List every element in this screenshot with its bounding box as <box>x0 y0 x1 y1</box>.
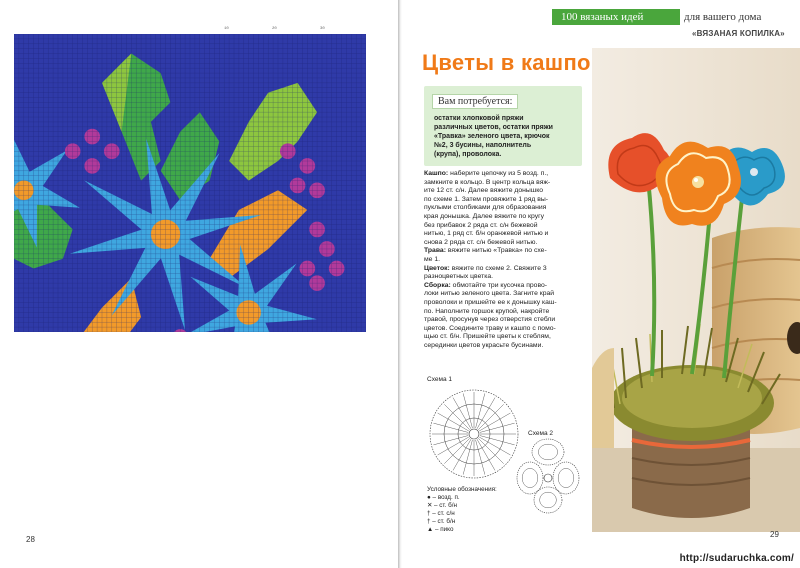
scheme-center-ring <box>469 429 479 439</box>
symbol-legend <box>427 486 497 534</box>
legend-item <box>427 526 497 534</box>
legend-title: Условные обозначения: <box>427 486 497 493</box>
legend-symbol: ✕ <box>427 502 433 509</box>
scheme-petal-inner <box>538 444 557 460</box>
legend-text: – возд. п. <box>430 494 460 501</box>
scheme-stitch <box>444 404 469 429</box>
instruction-line: края донышка. Далее вяжите по кругу <box>424 212 544 220</box>
materials-line: №2, 3 бусины, наполнитель <box>434 142 532 149</box>
ruler-mark: 20 <box>272 27 277 31</box>
scheme-petal-inner <box>522 468 538 487</box>
instruction-line: нитью, 1 ряд ст. б/н оранжевой нитью и <box>424 230 549 238</box>
instruction-line: ме 1. <box>424 255 441 263</box>
scheme-1-diagram <box>424 384 524 484</box>
scheme-1-label: Схема 1 <box>427 376 452 383</box>
instruction-line: цветов. Соедините траву и кашпо с помо- <box>424 324 556 332</box>
series-title-rest: для вашего дома <box>684 11 762 23</box>
legend-text: – ст. б/н <box>432 502 457 509</box>
legend-symbol: † <box>427 510 431 517</box>
page-number-left: 28 <box>26 535 35 544</box>
instruction-line: ите 12 ст. с/н. Далее вяжите донышко <box>424 187 544 195</box>
scheme-petal <box>517 462 543 494</box>
materials-box <box>424 86 582 166</box>
materials-line: различных цветов, остатки пряжи <box>434 124 553 131</box>
instruction-line: наберите цепочку из 5 возд. п., <box>448 170 549 177</box>
legend-symbol: † <box>427 518 431 525</box>
instruction-line: обмотайте три кусочка прово- <box>450 281 548 289</box>
instruction-term: Кашпо: <box>424 170 449 177</box>
scheme-petal-inner <box>558 468 574 487</box>
crochet-pot <box>632 428 750 518</box>
page-number-right: 29 <box>770 530 779 539</box>
scheme-2-diagram <box>516 438 580 516</box>
ruler-mark: 30 <box>320 27 325 31</box>
scheme-petal <box>532 439 564 465</box>
instruction-line: пуклыми столбиками для образования <box>424 204 547 212</box>
page-title: Цветы в кашпо <box>422 50 591 75</box>
legend-text: – ст. б/н <box>430 518 456 525</box>
watermark-url: http://sudaruchka.com/ <box>679 553 794 564</box>
instruction-line: по схеме 1. Затем провяжите 1 ряд вы- <box>424 195 549 203</box>
instruction-line: серединки цветов украсьте бусинами. <box>424 341 544 349</box>
series-header <box>552 9 792 25</box>
instruction-term: Трава: <box>424 247 446 255</box>
instruction-paragraph <box>424 247 586 264</box>
scheme-2-label: Схема 2 <box>528 430 553 437</box>
instruction-line: разноцветных цветка. <box>424 273 494 281</box>
product-photo <box>592 48 800 532</box>
legend-symbol: ▲ <box>427 526 434 533</box>
instruction-line: вяжите нитью «Травка» по схе- <box>445 247 547 255</box>
cross-stitch-chart <box>14 34 366 332</box>
materials-heading: Вам потребуется: <box>432 94 518 109</box>
left-page <box>0 0 398 568</box>
scheme-stitch <box>478 438 503 463</box>
legend-item <box>427 494 497 502</box>
series-title: 100 вязаных идей <box>552 9 680 25</box>
legend-item <box>427 502 497 510</box>
legend-symbol: ● <box>427 494 431 501</box>
legend-item <box>427 510 497 518</box>
instruction-line: локи нитью зеленого цвета. Загните край <box>424 290 555 298</box>
scheme-petal <box>553 462 579 494</box>
ruler-mark: 10 <box>224 27 229 31</box>
scheme-stitch <box>478 404 503 429</box>
instruction-paragraph <box>424 265 586 282</box>
legend-item <box>427 518 497 526</box>
instruction-line: вяжите по схеме 2. Свяжите 3 <box>449 264 547 272</box>
instructions-text <box>424 170 586 350</box>
instruction-line: травой, просунув через отверстия стебли <box>424 316 556 324</box>
instruction-paragraph <box>424 170 586 247</box>
instruction-term: Сборка: <box>424 281 451 289</box>
instruction-line: замкните в кольцо. В центр кольца вяж- <box>424 178 551 186</box>
materials-line: (крупа), проволока. <box>434 151 502 158</box>
instruction-line: щью ст. б/н. Пришейте цветы к стеблям, <box>424 333 551 341</box>
instruction-paragraph <box>424 282 586 351</box>
scheme-petal-inner <box>540 492 557 508</box>
right-page <box>402 0 800 568</box>
scheme-petal <box>534 487 562 513</box>
legend-text: – пико <box>433 526 454 533</box>
materials-line: «Травка» зеленого цвета, крючок <box>434 133 550 140</box>
scheme-stitch <box>444 438 469 463</box>
instruction-line: проволоки и пришейте ее к донышку каш- <box>424 298 557 306</box>
side-object <box>592 348 614 448</box>
section-label: «ВЯЗАНАЯ КОПИЛКА» <box>692 29 785 38</box>
instruction-line: без прибавок 2 ряда ст. с/н бежевой <box>424 221 538 229</box>
instruction-term: Цветок: <box>424 264 450 272</box>
instruction-line: по. Наполните горшок крупой, накройте <box>424 307 550 315</box>
materials-line: остатки хлопковой пряжи <box>434 115 524 122</box>
instruction-line: снова 2 ряда ст. с/н бежевой нитью. <box>424 238 538 246</box>
legend-text: – ст. с/н <box>430 510 455 517</box>
scheme-center-ring <box>544 474 552 482</box>
materials-text <box>430 114 576 159</box>
